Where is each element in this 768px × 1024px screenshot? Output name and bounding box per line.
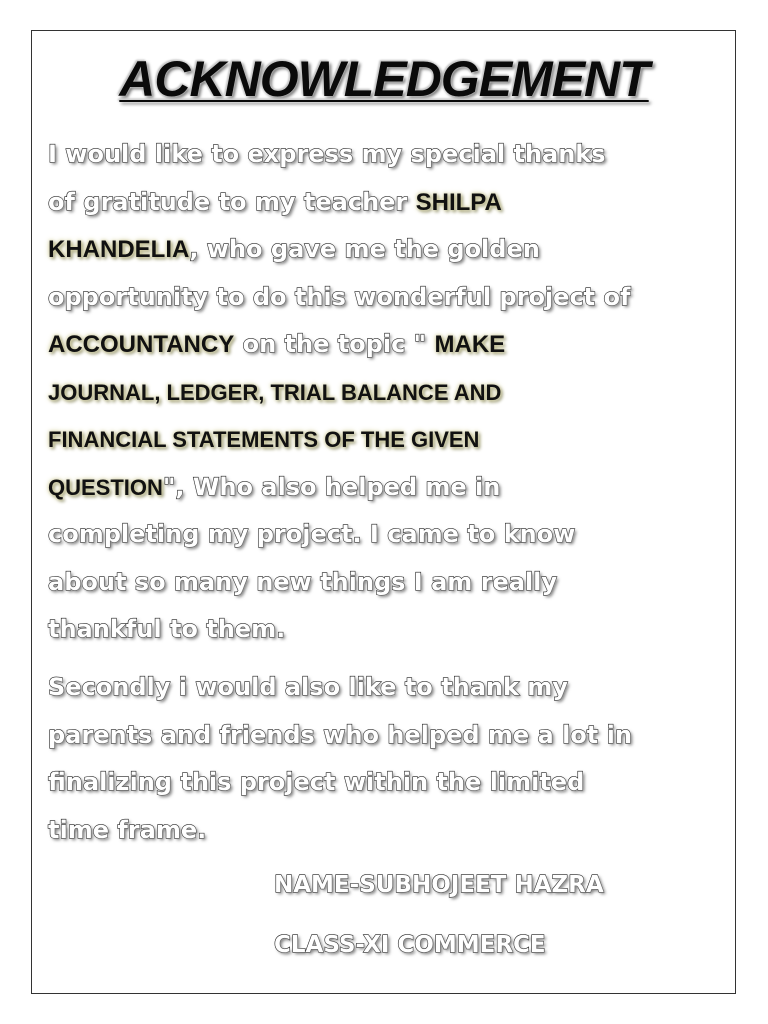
teacher-name-last: KHANDELIA <box>48 236 190 263</box>
paragraph-line: Secondly i would also like to thank my <box>48 673 568 701</box>
acknowledgement-paragraph <box>48 131 728 654</box>
paragraph-line <box>48 416 728 464</box>
paragraph-line: time frame. <box>48 815 207 844</box>
paragraph-line: ACCOUNTANCY on the topic " MAKE <box>48 330 506 358</box>
page-title: ACKNOWLEDGEMENT <box>119 51 649 107</box>
thanks-paragraph <box>48 664 728 854</box>
paragraph-line: thankful to them. <box>48 615 286 643</box>
teacher-name-first: SHILPA <box>415 188 502 216</box>
project-topic: MAKE <box>434 331 506 358</box>
paragraph-line: of gratitude to my teacher SHILPA <box>48 187 502 216</box>
project-topic: QUESTION <box>48 474 163 500</box>
project-topic: FINANCIAL STATEMENTS OF THE GIVEN <box>48 427 480 452</box>
subject-name: ACCOUNTANCY <box>48 331 235 358</box>
paragraph-line: about so many new things I am really <box>48 567 558 596</box>
paragraph-line <box>48 369 728 417</box>
paragraph-line: parents and friends who helped me a lot in <box>48 720 632 749</box>
project-topic: JOURNAL, LEDGER, TRIAL BALANCE AND <box>48 379 502 405</box>
paragraph-line: I would like to express my special thanks <box>48 140 606 168</box>
paragraph-line: QUESTION", Who also helped me in <box>48 472 501 501</box>
paragraph-line: KHANDELIA, who gave me the golden <box>48 235 540 263</box>
student-name: NAME-SUBHOJEET HAZRA <box>274 872 604 898</box>
paragraph-line: opportunity to do this wonderful project of <box>48 282 631 311</box>
student-class: CLASS-XI COMMERCE <box>274 932 546 958</box>
paragraph-line: completing my project. I came to know <box>48 520 576 548</box>
paragraph-line: finalizing this project within the limited <box>48 768 585 796</box>
